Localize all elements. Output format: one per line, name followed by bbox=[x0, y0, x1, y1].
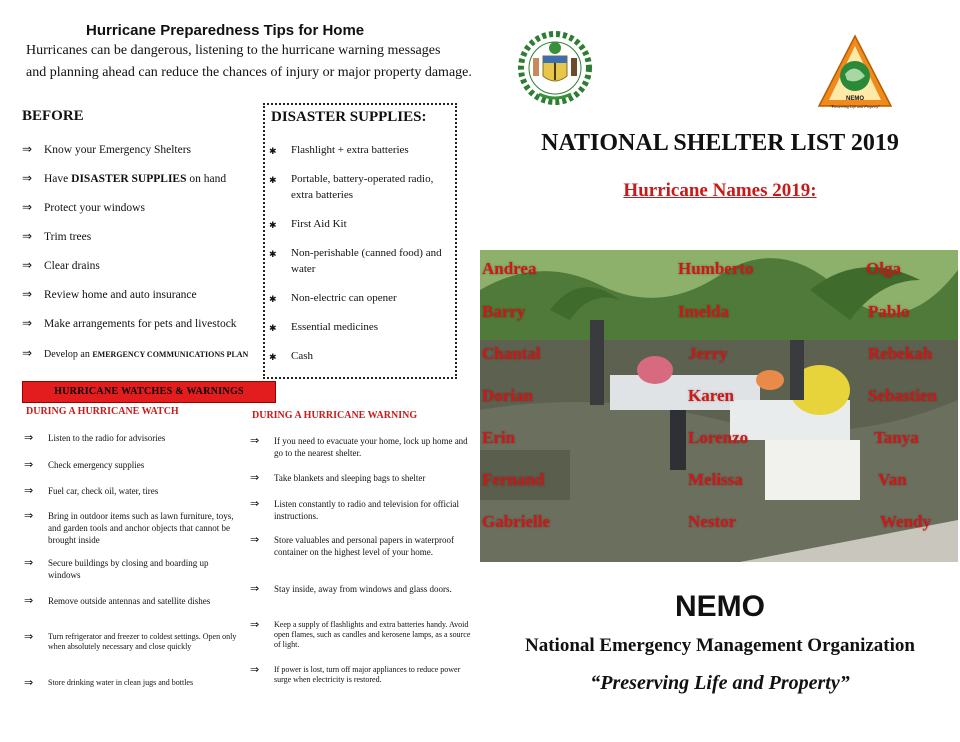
org-short-name: NEMO bbox=[675, 590, 765, 623]
before-heading: BEFORE bbox=[22, 108, 84, 124]
hurricane-name: Gabrielle bbox=[482, 512, 550, 531]
asterisk-icon: ✱ bbox=[269, 323, 277, 333]
list-item: ⇒ Fuel car, check oil, water, tires bbox=[24, 484, 159, 497]
asterisk-icon: ✱ bbox=[269, 220, 277, 230]
hurricane-name: Olga bbox=[866, 259, 901, 278]
arrow-right-icon: ⇒ bbox=[22, 287, 33, 301]
org-full-name: National Emergency Management Organization bbox=[525, 635, 915, 656]
list-item: ⇒ Know your Emergency Shelters bbox=[22, 142, 192, 156]
hurricane-name: Tanya bbox=[874, 428, 919, 447]
list-item: ⇒ If power is lost, turn off major appliances to reduce power surge when electricity is restored. bbox=[250, 663, 461, 684]
supplies-heading: DISASTER SUPPLIES: bbox=[271, 109, 427, 125]
list-item: ⇒ Develop an EMERGENCY COMMUNICATIONS PLAN bbox=[22, 346, 249, 360]
flood-photo bbox=[480, 250, 958, 562]
list-item: ⇒ Store drinking water in clean jugs and bottles bbox=[24, 676, 194, 689]
list-item: ⇒ Make arrangements for pets and livestock bbox=[22, 316, 237, 330]
tips-intro-line-2: and planning ahead can reduce the chances of injury or major property damage. bbox=[26, 65, 472, 80]
org-motto: “Preserving Life and Property” bbox=[590, 672, 850, 694]
hurricane-name: Andrea bbox=[482, 259, 537, 278]
shelter-list-title: NATIONAL SHELTER LIST 2019 bbox=[541, 130, 899, 156]
warning-heading: DURING A HURRICANE WARNING bbox=[252, 410, 418, 421]
tips-intro-line-1: Hurricanes can be dangerous, listening to the hurricane warning messages bbox=[26, 43, 441, 58]
arrow-right-icon: ⇒ bbox=[250, 533, 260, 546]
watch-list bbox=[24, 0, 244, 742]
asterisk-icon: ✱ bbox=[269, 352, 277, 362]
hurricane-name: Rebekah bbox=[868, 344, 933, 363]
hurricane-name: Humberto bbox=[678, 259, 754, 278]
list-item: ⇒ Review home and auto insurance bbox=[22, 287, 197, 301]
hurricane-name: Wendy bbox=[880, 512, 932, 531]
list-item: ⇒ Secure buildings by closing and boarding up windows bbox=[24, 556, 209, 580]
hurricane-name: Karen bbox=[688, 386, 734, 405]
list-item: ✱ Essential medicines bbox=[269, 319, 449, 335]
arrow-right-icon: ⇒ bbox=[24, 458, 34, 471]
list-item: ⇒ Check emergency supplies bbox=[24, 458, 145, 471]
arrow-right-icon: ⇒ bbox=[250, 471, 260, 484]
list-item: ⇒ Keep a supply of flashlights and extra batteries handy. Avoid open flames, such as candles and kerosene lamps, as a source of light. bbox=[250, 618, 471, 649]
list-item: ⇒ Stay inside, away from windows and glass doors. bbox=[250, 582, 452, 595]
hurricane-name: Erin bbox=[482, 428, 516, 447]
hurricane-name: Melissa bbox=[688, 470, 743, 489]
asterisk-icon: ✱ bbox=[269, 249, 277, 259]
hurricane-names-title: Hurricane Names 2019: bbox=[623, 180, 817, 201]
watches-warnings-banner: HURRICANE WATCHES & WARNINGS bbox=[22, 381, 276, 403]
arrow-right-icon: ⇒ bbox=[24, 484, 34, 497]
asterisk-icon: ✱ bbox=[269, 294, 277, 304]
tips-title: Hurricane Preparedness Tips for Home bbox=[86, 22, 365, 39]
nemo-logo bbox=[815, 32, 895, 112]
asterisk-icon: ✱ bbox=[269, 175, 277, 185]
arrow-right-icon: ⇒ bbox=[22, 346, 33, 360]
list-item: ✱ Portable, battery-operated radio, extra batteries bbox=[269, 173, 434, 201]
warning-list bbox=[250, 0, 476, 742]
arrow-right-icon: ⇒ bbox=[24, 556, 34, 569]
arrow-right-icon: ⇒ bbox=[22, 258, 33, 272]
arrow-right-icon: ⇒ bbox=[24, 630, 34, 643]
nemo-logo-text: NEMO bbox=[846, 96, 864, 102]
hurricane-name: Pablo bbox=[868, 302, 910, 321]
hurricane-name: Lorenzo bbox=[688, 428, 749, 447]
list-item: ⇒ Turn refrigerator and freezer to coldest settings. Open only when absolutely necessary and close quickly bbox=[24, 630, 237, 651]
list-item: ⇒ Protect your windows bbox=[22, 200, 145, 214]
list-item: ⇒ Clear drains bbox=[22, 258, 100, 272]
list-item: ⇒ Listen constantly to radio and television for official instructions. bbox=[250, 497, 460, 521]
list-item: ⇒ Trim trees bbox=[22, 229, 92, 243]
arrow-right-icon: ⇒ bbox=[24, 594, 34, 607]
list-item: ⇒ Have DISASTER SUPPLIES on hand bbox=[22, 171, 227, 185]
arrow-right-icon: ⇒ bbox=[250, 434, 260, 447]
list-item: ⇒ If you need to evacuate your home, lock up home and go to the nearest shelter. bbox=[250, 434, 468, 458]
list-item: ✱ Flashlight + extra batteries bbox=[269, 142, 449, 158]
arrow-right-icon: ⇒ bbox=[22, 171, 33, 185]
hurricane-name: Sebastien bbox=[868, 386, 937, 405]
list-item: ✱ Non-perishable (canned food) and water bbox=[269, 247, 442, 275]
arrow-right-icon: ⇒ bbox=[250, 582, 260, 595]
list-item: ⇒ Store valuables and personal papers in waterproof container on the highest level of your home. bbox=[250, 533, 454, 557]
hurricane-name: Dorian bbox=[482, 386, 533, 405]
hurricane-name: Fernand bbox=[482, 470, 545, 489]
hurricane-name: Van bbox=[878, 470, 907, 489]
arrow-right-icon: ⇒ bbox=[22, 200, 33, 214]
list-item: ✱ Cash bbox=[269, 348, 449, 364]
arrow-right-icon: ⇒ bbox=[250, 663, 260, 676]
list-item: ⇒ Bring in outdoor items such as lawn furniture, toys, and garden tools and anchor objects that cannot be brought inside bbox=[24, 509, 234, 545]
arrow-right-icon: ⇒ bbox=[250, 618, 260, 631]
arrow-right-icon: ⇒ bbox=[24, 509, 34, 522]
list-item: ✱ First Aid Kit bbox=[269, 216, 449, 232]
list-item: ⇒ Listen to the radio for advisories bbox=[24, 431, 166, 444]
arrow-right-icon: ⇒ bbox=[22, 229, 33, 243]
arrow-right-icon: ⇒ bbox=[24, 431, 34, 444]
hurricane-name: Chantal bbox=[482, 344, 541, 363]
arrow-right-icon: ⇒ bbox=[22, 142, 33, 156]
list-item: ✱ Non-electric can opener bbox=[269, 290, 449, 306]
hurricane-name: Barry bbox=[482, 302, 526, 321]
list-item: ⇒ Take blankets and sleeping bags to shelter bbox=[250, 471, 426, 484]
list-item: ⇒ Remove outside antennas and satellite dishes bbox=[24, 594, 211, 607]
hurricane-name: Jerry bbox=[688, 344, 728, 363]
hurricane-name: Imelda bbox=[678, 302, 729, 321]
asterisk-icon: ✱ bbox=[269, 146, 277, 156]
nemo-logo-motto: "Preserving Life and Property" bbox=[829, 104, 881, 109]
watch-heading: DURING A HURRICANE WATCH bbox=[26, 406, 179, 417]
arrow-right-icon: ⇒ bbox=[22, 316, 33, 330]
belize-coat-of-arms-logo bbox=[515, 28, 595, 114]
arrow-right-icon: ⇒ bbox=[24, 676, 34, 689]
hurricane-name: Nestor bbox=[688, 512, 737, 531]
arrow-right-icon: ⇒ bbox=[250, 497, 260, 510]
